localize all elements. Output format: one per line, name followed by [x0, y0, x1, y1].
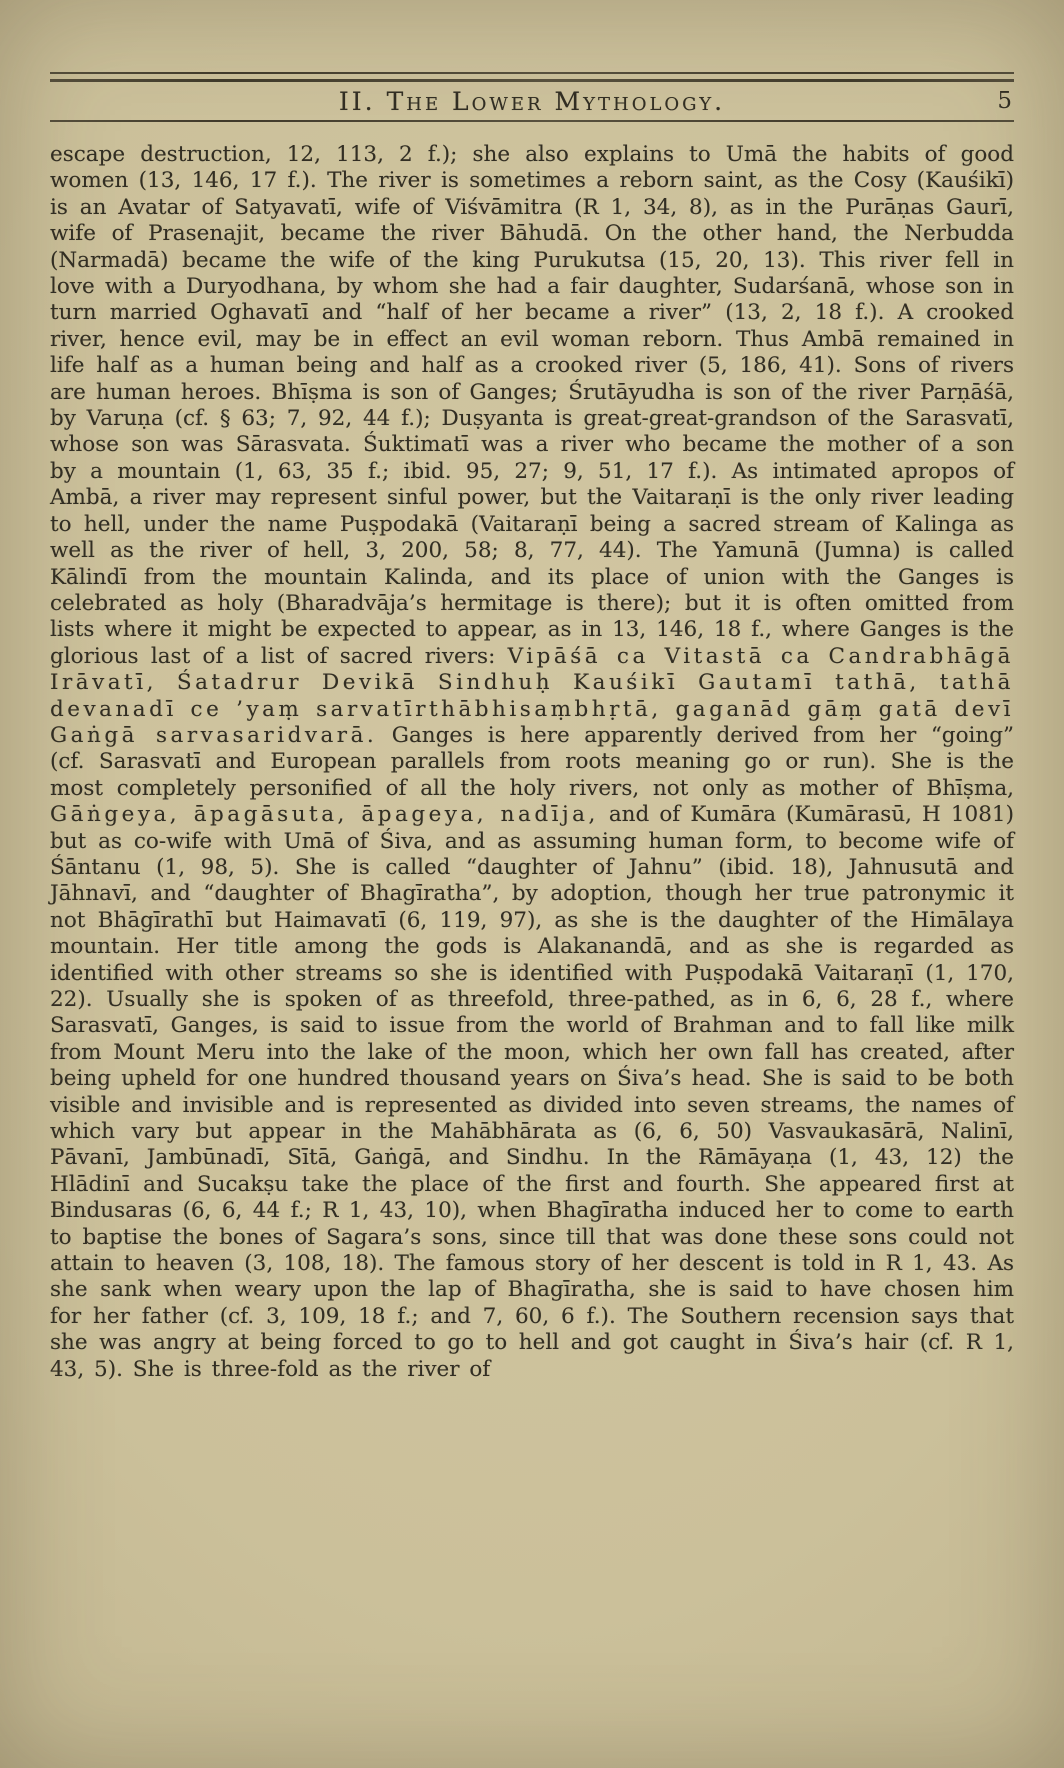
- running-header: [50, 72, 1014, 122]
- page-body: [50, 142, 1014, 1383]
- header-row: [50, 82, 1014, 120]
- sanskrit-verse-quote: Vipāśā ca Vitastā ca Candrabhāgā Irāvatī, Śatadrur Devikā Sindhuḥ Kauśikī Gautamī tathā, tathā devanadī ce ’yaṃ sarvatīrthābhisaṃbhṛtā, gaganād gāṃ gatā devī Gaṅgā sarvasaridvarā.: [50, 643, 1014, 748]
- body-text-segment: Ganges is here apparently derived from her “going” (cf. Sarasvatī and European parallels from roots meaning go or run). She is the most completely personified of all the holy rivers, not only as mother of Bhīṣma,: [50, 722, 1014, 801]
- ganges-epithets-emphasis: Gāṅgeya, āpagāsuta, āpageya, nadīja,: [50, 802, 599, 828]
- header-bottom-rule: [50, 120, 1014, 122]
- paragraph: [50, 142, 1014, 1383]
- body-text-segment: and of Kumāra (Kumārasū, H 1081) but as co-wife with Umā of Śiva, and as assuming human form, to become wife of Śāntanu (1, 98, 5). She is called “daughter of Jahnu” (ibid. 18), Jahnusutā and Jāhnavī, and “daughter of Bhagīratha”, by adoption, though her true patronymic it not Bhāgīrathī but Haimavatī (6, 119, 97), as she is the daughter of the Himālaya mountain. Her title among the gods is Alakanandā, and as she is regarded as identified with other streams so she is identified with Puṣpodakā Vaitaraṇī (1, 170, 22). Usually she is spoken of as threefold, three-pathed, as in 6, 6, 28 f., where Sarasvatī, Ganges, is said to issue from the world of Brahman and to fall like milk from Mount Meru into the lake of the moon, which her own fall has created, after being upheld for one hundred thousand years on Śiva’s head. She is said to be both visible and invisible and is represented as divided into seven streams, the names of which vary but appear in the Mahābhārata as (6, 6, 50) Vasvaukasārā, Nalinī, Pāvanī, Jambūnadī, Sītā, Gaṅgā, and Sindhu. In the Rāmāyaṇa (1, 43, 12) the Hlādinī and Sucakṣu take the place of the first and fourth. She appeared first at Bindusaras (6, 6, 44 f.; R 1, 43, 10), when Bhagīratha induced her to come to earth to baptise the bones of Sagara’s sons, since till that was done these sons could not attain to heaven (3, 108, 18). The famous story of her descent is told in R 1, 43. As she sank when weary upon the lap of Bhagīratha, she is said to have chosen him for her father (cf. 3, 109, 18 f.; and 7, 60, 6 f.). The Southern recension says that she was angry at being forced to go to hell and got caught in Śiva’s hair (cf. R 1, 43, 5). She is three-fold as the river of: [50, 802, 1014, 1382]
- top-rule-thin: [50, 72, 1014, 74]
- body-text-segment: escape destruction, 12, 113, 2 f.); she also explains to Umā the habits of good women (13, 146, 17 f.). The river is sometimes a reborn saint, as the Cosy (Kauśikī) is an Avatar of Satyavatī, wife of Viśvāmitra (R 1, 34, 8), as in the Purāṇas Gaurī, wife of Prasenajit, became the river Bāhudā. On the other hand, the Nerbudda (Narmadā) became the wife of the king Purukutsa (15, 20, 13). This river fell in love with a Duryodhana, by whom she had a fair daughter, Sudarśanā, whose son in turn married Oghavatī and “half of her became a river” (13, 2, 18 f.). A crooked river, hence evil, may be in effect an evil woman reborn. Thus Ambā remained in life half as a human being and half as a crooked river (5, 186, 41). Sons of rivers are human heroes. Bhīṣma is son of Ganges; Śrutāyudha is son of the river Parṇāśā, by Varuṇa (cf. § 63; 7, 92, 44 f.); Duṣyanta is great-great-grandson of the Sarasvatī, whose son was Sārasvata. Śuktimatī was a river who became the mother of a son by a mountain (1, 63, 35 f.; ibid. 95, 27; 9, 51, 17 f.). As intimated apropos of Ambā, a river may represent sinful power, but the Vaitaraṇī is the only river leading to hell, under the name Puṣpodakā (Vaitaraṇī being a sacred stream of Kalinga as well as the river of hell, 3, 200, 58; 8, 77, 44). The Yamunā (Jumna) is called Kālindī from the mountain Kalinda, and its place of union with the Ganges is celebrated as holy (Bharadvāja’s hermitage is there); but it is often omitted from lists where it might be expected to appear, as in 13, 146, 18 f., where Ganges is the glorious last of a list of sacred rivers:: [50, 142, 1014, 669]
- chapter-running-title: II. The Lower Mythology.: [338, 86, 726, 116]
- page-number: 5: [997, 88, 1012, 114]
